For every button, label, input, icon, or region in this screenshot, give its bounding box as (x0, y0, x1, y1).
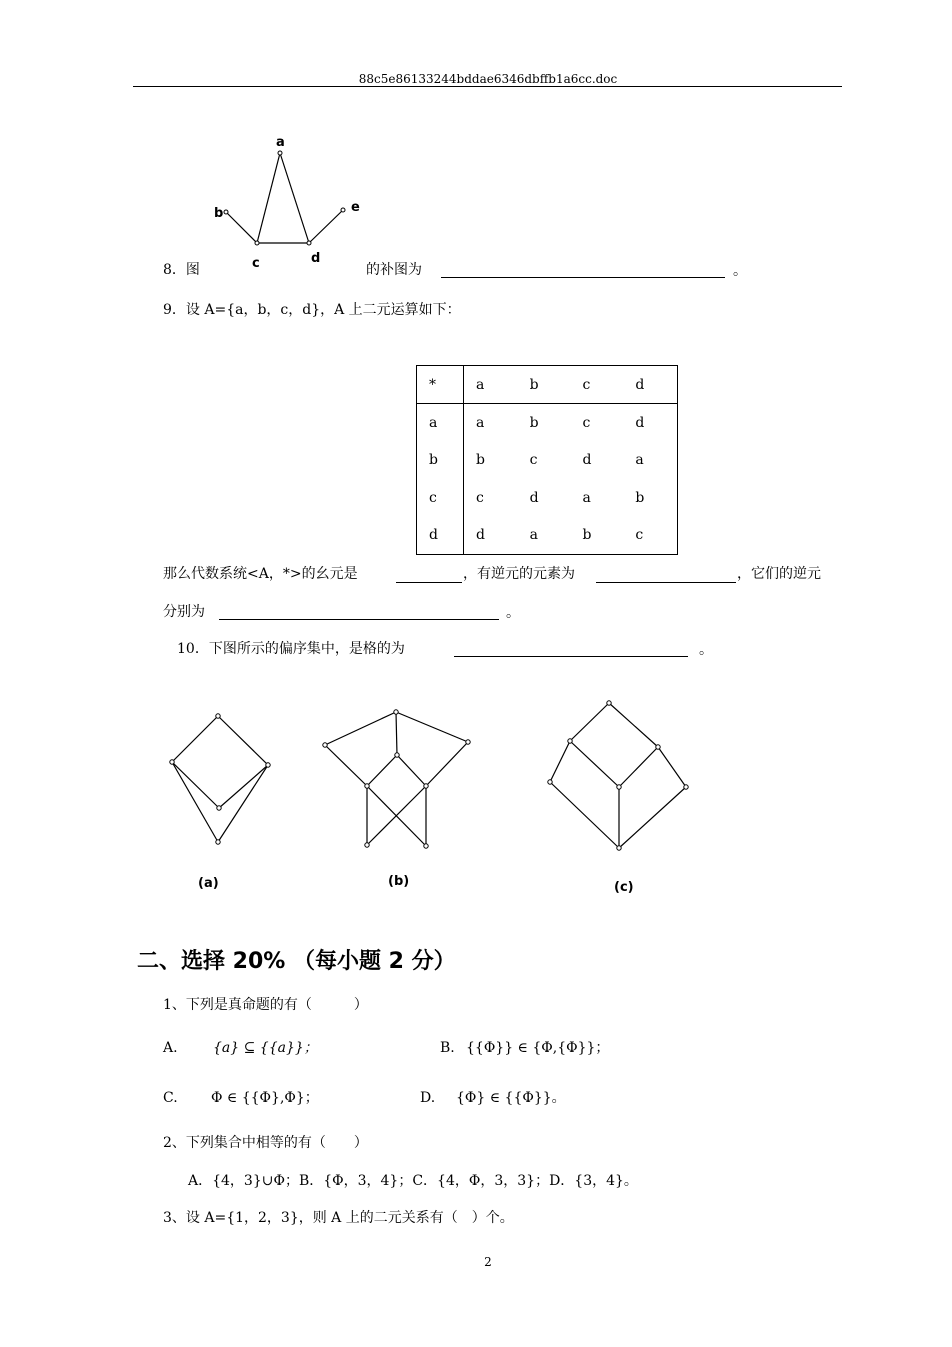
table-cell: a (464, 366, 518, 404)
table-cell: c (476, 489, 484, 506)
q10-end: 。 (699, 642, 713, 658)
table-cell: d (476, 527, 485, 544)
c1-option-d-label: D. (420, 1090, 436, 1106)
table-cell: d (417, 517, 464, 555)
q9-line1-a: 那么代数系统<A，*>的幺元是 (163, 566, 358, 582)
table-cell: b (417, 442, 464, 479)
c1-option-d: {Φ} ∈ {{Φ}}。 (456, 1090, 566, 1106)
q8-end: 。 (733, 263, 747, 279)
table-cell: d (582, 452, 592, 469)
q10-caption-b: (b) (388, 874, 410, 889)
c1-option-b: {{Φ}} ∈ {Φ,{Φ}}； (466, 1040, 610, 1056)
q10-caption-c: (c) (614, 880, 634, 895)
q8-number: 8．图 (163, 262, 200, 278)
q9-line1-b: ，有逆元的元素为 (463, 566, 575, 582)
table-cell: d (529, 489, 539, 506)
c1-question: 1、下列是真命题的有（ ） (163, 997, 368, 1013)
q10-text: 10．下图所示的偏序集中，是格的为 (177, 641, 405, 657)
table-cell: * (417, 366, 464, 404)
c1-option-a: {a} ⊆ {{a}}； (213, 1040, 318, 1056)
table-cell: a (417, 404, 464, 442)
table-cell: c (417, 479, 464, 516)
q8-label-c: c (252, 256, 260, 271)
c2-question: 2、下列集合中相等的有（ ） (163, 1135, 368, 1151)
q8-text: 的补图为 (366, 262, 422, 278)
table-cell: c (582, 415, 591, 432)
c1-option-c: Φ ∈ {{Φ},Φ}； (211, 1090, 319, 1106)
table-cell: a (476, 415, 485, 432)
table-cell: c (570, 366, 623, 404)
table-cell: b (476, 452, 485, 469)
table-cell: b (635, 489, 645, 506)
q9-line1-c: ，它们的逆元 (737, 566, 821, 582)
q9-line2: 分别为 (163, 604, 205, 620)
table-cell: a (582, 489, 591, 506)
table-cell: b (582, 527, 592, 544)
q9-end: 。 (506, 605, 520, 621)
c3-question: 3、设 A={1，2，3}，则 A 上的二元关系有（ ）个。 (163, 1210, 514, 1226)
table-cell: d (635, 415, 645, 432)
page-number: 2 (484, 1255, 492, 1269)
c1-option-c-label: C. (163, 1090, 178, 1106)
section2-title: 二、选择 20% （每小题 2 分） (137, 949, 456, 974)
table-cell: b (518, 366, 571, 404)
q10-caption-a: (a) (198, 876, 219, 891)
q8-label-e: e (351, 200, 360, 215)
c1-option-a-label: A. (163, 1040, 178, 1056)
table-cell: c (635, 527, 644, 544)
table-cell: a (635, 452, 644, 469)
table-cell: b (529, 415, 539, 432)
table-cell: c (529, 452, 538, 469)
table-cell: d (623, 366, 677, 404)
q8-label-b: b (214, 206, 224, 221)
header-filename: 88c5e86133244bddae6346dbffb1a6cc.doc (358, 72, 618, 86)
q8-label-d: d (311, 251, 321, 266)
table-cell: a (529, 527, 538, 544)
q9-intro: 9．设 A={a，b，c，d}，A 上二元运算如下： (163, 302, 461, 318)
c1-option-b-label: B. (440, 1040, 455, 1056)
c2-options: A．{4，3}∪Φ；B．{Φ，3，4}；C．{4，Φ，3，3}；D．{3，4}。 (188, 1173, 638, 1189)
q8-label-a: a (276, 135, 285, 150)
